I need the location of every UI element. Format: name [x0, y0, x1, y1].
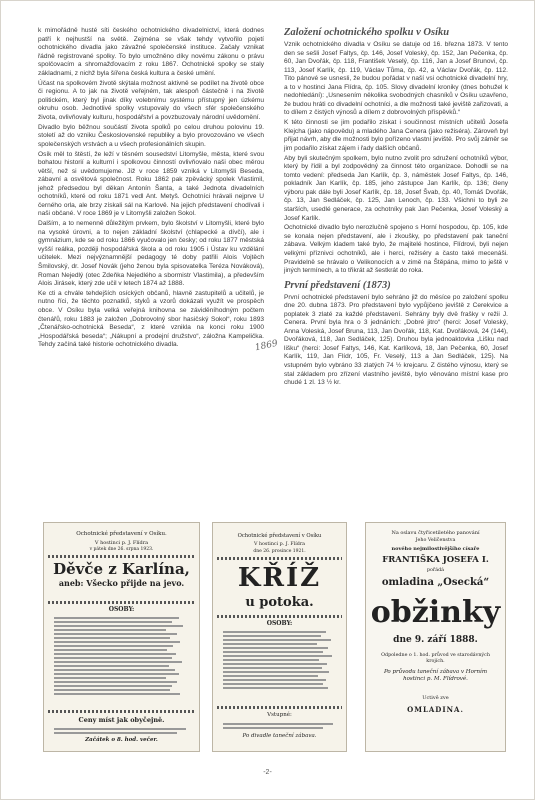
- right-text-column: [284, 27, 508, 389]
- poster-subtitle: aneb: Všecko přijde na jevo.: [58, 578, 185, 588]
- cast-list: [217, 629, 342, 691]
- poster-header: Ochotnické představení v Osíku: [237, 533, 322, 539]
- poster-host: V hostinci p. J. Flídra: [94, 540, 149, 546]
- poster-gallery: [39, 522, 506, 752]
- paragraph: První ochotnické představení bylo sehráno již do měsíce po založení spolku dne 20. dubna 1873. Pro představení bylo vypůjčeno jeviště z Cerekvice a poplatek 3 zlaté za každé představení. Sehrány byly dvě frašky v režii J. Cenera. První byla hra o 3 jednáních: „Dobré jitro“ (herci: Josef Voleský, Anna Voleská, Josef Bruna, 113, Jan Dvořák, 118, Kat. Dvořáková, 24 (144), Dvořáková, 118, Jan Sedláček, 125). Druhou byla jednoaktovka „Lišku nad lišku“ (herci: Josef Faltys, 146, Kat. Karlíková, 18, Jan Pečenka, 60, Josef Karlík, 119, Jan Flídr, 105, Fr. Veselý, 113 a Jan Sedláček, 125). Na vstupném bylo vybráno 33 zlatých 74 ½ krejcaru. Z čistého výnosu, který se stal základem pro zřízení vlastního jeviště, bylo věnováno místní kase pro chudé 1 zl. 13 ½ kr.: [284, 293, 508, 387]
- poster-date: dne 9. září 1888.: [393, 635, 478, 645]
- poster-cast-heading: OSOBY:: [266, 620, 293, 627]
- poster-line: Po průvodu taneční zábava v Horním hostinci p. M. Flídrové.: [383, 669, 488, 682]
- poster-title: obžinky: [370, 595, 501, 630]
- poster-fine-print: [217, 721, 342, 731]
- theatre-poster-devce-z-karlina: [43, 522, 200, 752]
- paragraph: k mimořádně husté síti českého ochotnického divadelnictví, která dodnes patří k nejhustší na světě. Zejména se však tehdy vytvořilo pojetí ochotnického divadla jako závažné společenské instituce. Začaly vznikat řádně registrované spolky. To bylo umožněno díky novému zákonu o právu spolčovacím a shromažďovacím z roku 1867. Ochotnické spolky se staly základnami, z nichž byla šířena česká kultura a české umění.: [38, 27, 264, 77]
- ornament-divider: [48, 601, 195, 604]
- paragraph: Ke cti a chvále tehdejších osíckých občanů, hlavně zastupitelů a učitelů, je nutno říci, že těchto poznatků, styků a vzorů dokázali využít ve prospěch obce. V Osíku byla velká veřejná knihovna se záviděníhodným počtem čtenářů, roku 1883 je založen „Dobrovolný sbor hasičský Sokol“, roku 1893 „Čtenářsko-ochotnická Beseda“, z které vznikla na konci roku 1900 „Hospodářská beseda“; „Nákupní a prodejní družstvo“, záložna Kampelička. Tehdy začíná také historie ochotnického divadla.: [38, 289, 264, 349]
- poster-line: Na oslavu čtyřicetiletého panování: [391, 530, 480, 536]
- poster-start-time: Začátek o 8. hod. večer.: [85, 737, 158, 743]
- paragraph: K této činnosti se jim podařilo získat i součinnost místních učitelů Josefa Klejcha (jako nápovědu) a mladého Jana Cenera (jako režiséra). Zároveň byl přijat návrh, aby dle možnosti bylo pořízeno vlastní jeviště. Pro svůj záměr se jim podařilo získat zájem i řady dalších občanů.: [284, 119, 508, 152]
- left-text-column: [38, 27, 264, 351]
- poster-subtitle: u potoka.: [245, 595, 314, 610]
- poster-emperor-name: FRANTIŠKA JOSEFA I.: [382, 555, 489, 565]
- poster-line: Uctivě zve: [422, 695, 449, 701]
- poster-line: pořádá: [426, 568, 445, 573]
- ornament-divider: [48, 710, 195, 713]
- section-heading: První představení (1873): [284, 279, 391, 291]
- paragraph: Vznik ochotnického divadla v Osíku se datuje od 16. března 1873. V tento den se sešli Josef Faltys, čp. 146, Josef Voleský, čp. 152, Jan Pečenka, čp. 60, Jan Dvořák, čp. 118, František Veselý, čp. 116, Jan a Josef Brunovi, čp. 113, Josef Karlík, čp. 119, Václav Tůma, čp. 42, a Václav Dvořák, čp. 112. Tito pánové se usnesli, že budou pořádat v naší vsi ochotnické divadelní hry, a to v hostinci Jana Flídra, čp. 105. Slovy divadelní kroniky (dnes bohužel k nedohledání): „Usnesením několika svobodných chasníků v Osíku uzavřeno, že budou hráti co divadelní ochotníci, a dle možnosti také jeviště zařizovati, a to dílem z čistých výnosů a dílem z dobrovolných příspěvků.“: [284, 41, 508, 117]
- poster-signature: OMLADINA.: [407, 705, 464, 714]
- poster-line: nového nejmilostivějšího císaře: [391, 546, 480, 552]
- ornament-divider: [217, 706, 342, 709]
- page-number: -2-: [263, 769, 272, 776]
- poster-title: Děvče z Karlína,: [53, 560, 190, 578]
- poster-header: Ochotnické představení v Osíku.: [76, 531, 167, 537]
- handwritten-note: 1869: [254, 338, 279, 354]
- paragraph: Aby byli skutečným spolkem, bylo nutno zvolit pro sdružení ochotníků výbor, který by řídil a byl zodpovědný za činnost této organizace. Dohodli se na tomto vedení: předseda Jan Karlík, čp. 3, náměstek Josef Faltys, čp. 146, pokladník Jan Karlík, čp. 185, jeho zástupce Jan Karlík, čp. 136; členy výboru pak dále byli Josef Karlík, čp. 18, Josef Švab, čp. 40, Tomáš Dvořák, čp. 13, Jan Sedláček, čp. 125, Jan Lenoch, čp. 133. Všichni to byli ze starších, usedlé generace, za ochotníky pak Jan Pečenka, Josef Voleský a Josef Karlík.: [284, 154, 508, 222]
- poster-date: v pátek dne 26. srpna 1923.: [89, 547, 154, 552]
- poster-host: V hostinci p. J. Flídra: [253, 542, 306, 547]
- paragraph: Účast na spolkovém životě skýtala možnost aktivně se podílet na životě obce či regionu. A to jak na životě veřejném, tak alespoň částečně i na životě politickém, který byl jinak díky volebnímu systému přístupný jen úzkému okruhu osob. Jednotlivé spolky vstupovaly do všech sfér společenského života, ovlivňovaly kulturu, hospodářství a povzbuzovaly národní uvědomění.: [38, 79, 264, 121]
- paragraph: Osík měl to štěstí, že leží v těsném sousedství Litomyšle, města, které svou bohatou historií a kulturní i spolkovou činností ovlivňovalo naši obec měrou větší, než si uvědomujeme. Již v roce 1859 vzniká v Litomyšli Beseda, zábavní a osvětová společnost. Roku 1862 pak zpěvácký spolek Vlastimil, jehož předsedou byl děkan Antonín Šanta, a také Jednota divadelních ochotníků, které od roku 1871 vedl Ant. Metyš. Ochotníci hrávali nejprve U černého orla, ale brzy získali sál na Karlově. Na jejich představení chodívali i naši občané. V roce 1869 je v Litomyšli založen Sokol.: [38, 150, 264, 218]
- ornament-divider: [217, 557, 342, 560]
- celebration-poster-obzinky: [365, 522, 506, 752]
- section-heading: Založení ochotnického spolku v Osíku: [284, 27, 450, 38]
- poster-date: dne 26. prosince 1921.: [253, 549, 306, 554]
- poster-cast-heading: OSOBY:: [108, 606, 135, 613]
- poster-line: Odpoledne o 1. hod. průvod ve starodávných krojích.: [381, 653, 490, 664]
- poster-admission: Vstupné:: [267, 712, 292, 718]
- poster-title: KŘÍŽ: [237, 563, 322, 593]
- paragraph: Ochotnické divadlo bylo nerozlučně spojeno s Horní hospodou, čp. 105, kde se konala nejen představení, ale i zkoušky, po představení pak taneční zábava. Velkým kladem také bylo, že majitelé hostince, Flídrovi, byli nejen velkými příznivci ochotníků, ale i herci, režiséry a často také mecenáši. Pravidelně se hrávalo o Velikonocích a v zimě na Štěpána, mimo to ještě v jiných termínech, a to třikrát až šestkrát do roka.: [284, 224, 508, 275]
- theatre-poster-kriz-u-potoka: [212, 522, 347, 752]
- poster-prices: Ceny míst jak obyčejně.: [78, 716, 165, 724]
- ornament-divider: [48, 555, 195, 558]
- cast-list: [48, 615, 195, 697]
- ornament-divider: [217, 615, 342, 618]
- poster-organizer: omladina „Osecká“: [381, 577, 490, 588]
- paragraph: Dalším, a to nemenně důležitým prvkem, bylo školství v Litomyšli, které bylo na vysoké úrovni, a to nejen základní školství (chlapecké a dívčí), ale i gymnázium, kde se od roku 1866 vyučovalo jen česky; od roku 1877 městská vyšší reálka, později hospodářská škola a od roku 1905 i Ústav ku vzdělání učitelek. Mezi nejvýznamnější pedagogy té doby patřili Alois Vojtěch Šmilovský, dr. Josef Novák (jeho ženou byla spisovatelka Teréza Nováková), Roman Nejedlý (otec Zdeňka Nejedlého a sbormistr Vlastimila), a především Alois Jirásek, který zde učil v letech 1874 až 1888.: [38, 220, 264, 288]
- poster-fine-print: [48, 726, 195, 736]
- poster-line: Jeho Veličenstva: [415, 538, 456, 543]
- poster-dance-note: Po divadle taneční zábava.: [242, 733, 317, 739]
- paragraph: Divadlo bylo běžnou součástí života spolků po celou druhou polovinu 19. století až do vzniku Československé republiky a bylo provozováno ve všech společenských vrstvách a u všech profesionálních skupin.: [38, 123, 264, 148]
